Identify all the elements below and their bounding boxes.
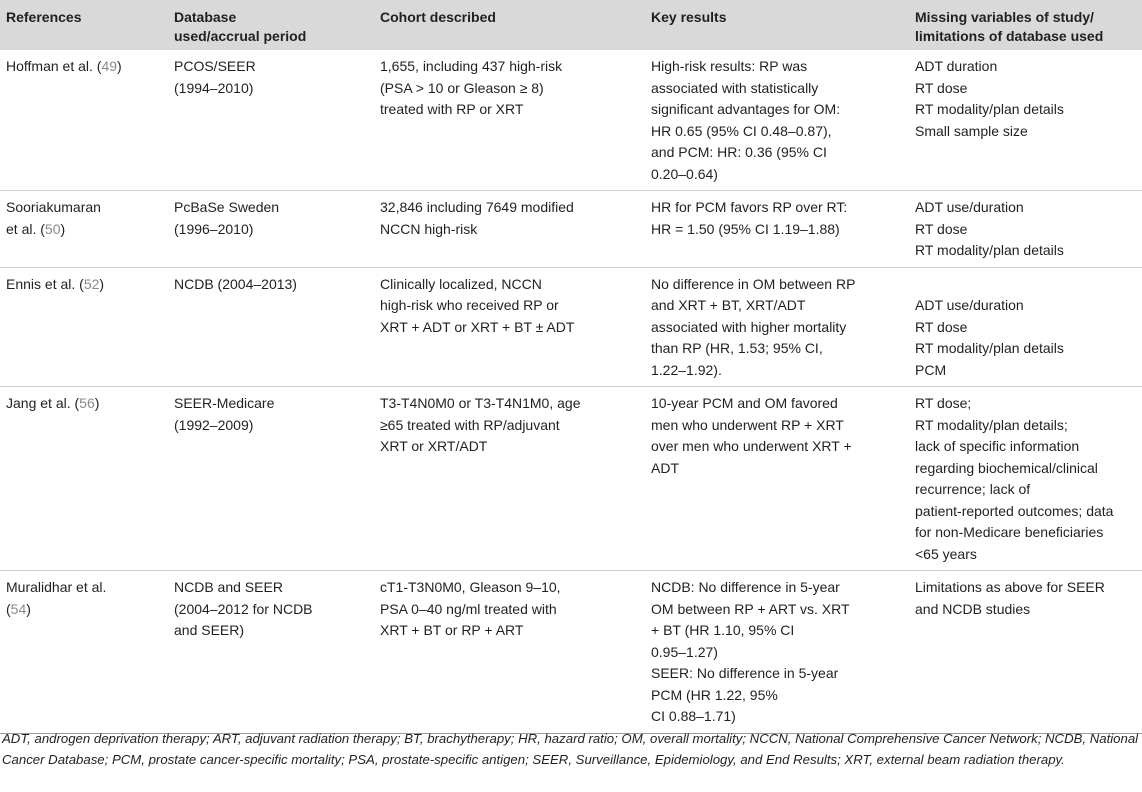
reference-cell <box>0 267 168 387</box>
cell-line: 32,846 including 7649 modified <box>380 199 574 215</box>
cell-line: and PCM: HR: 0.36 (95% CI <box>651 144 827 160</box>
cell-line: significant advantages for OM: <box>651 101 841 117</box>
cell-line: 10-year PCM and OM favored <box>651 395 838 411</box>
cell-line: RT dose <box>915 220 968 237</box>
reference-cell <box>0 191 168 268</box>
cell-line: References <box>6 9 82 25</box>
reference-cell <box>0 571 168 734</box>
cell-line: men who underwent RP + XRT <box>651 416 844 433</box>
cell-line: RT dose <box>915 79 968 96</box>
cell-line: T3-T4N0M0 or T3-T4N1M0, age <box>380 395 581 411</box>
reference-close-paren: ) <box>117 58 122 74</box>
cell-line: (1994–2010) <box>174 79 254 96</box>
cell-line: 0.95–1.27) <box>651 643 718 660</box>
database-cell <box>168 50 374 191</box>
cell-line: (2004–2012 for NCDB <box>174 600 313 617</box>
reference-link[interactable]: 54 <box>10 600 27 617</box>
cell-line: RT modality/plan details; <box>915 416 1068 433</box>
cell-line <box>6 599 162 621</box>
cell-line <box>6 393 162 415</box>
cell-line: recurrence; lack of <box>915 481 1031 497</box>
reference-close-paren: ) <box>94 395 100 411</box>
cell-line <box>6 219 162 241</box>
cohort-cell <box>374 191 645 268</box>
cell-line <box>6 56 162 78</box>
cell-line: ADT use/duration <box>915 199 1024 215</box>
cell-line: PcBaSe Sweden <box>174 199 280 215</box>
cell-line: XRT or XRT/ADT <box>380 438 488 454</box>
cell-line <box>6 274 162 296</box>
key-results-cell <box>645 571 909 734</box>
table-row <box>0 571 1142 734</box>
cell-line: limitations of database used <box>915 28 1104 44</box>
cohort-cell <box>374 267 645 387</box>
cell-line: RT dose <box>915 318 968 335</box>
cell-line: RT modality/plan details <box>915 242 1064 258</box>
cell-line: for non-Medicare beneficiaries <box>915 524 1104 540</box>
cell-line: associated with higher mortality <box>651 318 847 335</box>
cell-line: Database <box>174 9 237 25</box>
database-cell <box>168 191 374 268</box>
table-row <box>0 191 1142 268</box>
cell-line: (1996–2010) <box>174 220 254 237</box>
cell-line: 1.22–1.92). <box>651 361 722 378</box>
reference-close-paren: ) <box>26 600 31 617</box>
cell-line: ADT <box>651 459 679 476</box>
header-database <box>168 0 374 50</box>
cell-line: Muralidhar et al. <box>6 579 107 595</box>
cell-line: and SEER) <box>174 622 245 638</box>
cell-line: ADT use/duration <box>915 297 1024 313</box>
header-references <box>0 0 168 50</box>
cohort-cell <box>374 50 645 191</box>
cell-line: XRT + BT or RP + ART <box>380 622 524 638</box>
cohort-cell <box>374 571 645 734</box>
cell-line: cT1-T3N0M0, Gleason 9–10, <box>380 579 561 595</box>
header-cohort <box>374 0 645 50</box>
table-row <box>0 50 1142 191</box>
header-missing-variables <box>909 0 1142 50</box>
cell-line: XRT + ADT or XRT + BT ± ADT <box>380 318 575 335</box>
reference-link[interactable]: 50 <box>44 220 61 237</box>
cell-line: RT dose; <box>915 395 972 411</box>
reference-author: Hoffman et al. ( <box>6 58 102 74</box>
cell-line: 1,655, including 437 high-risk <box>380 58 563 74</box>
key-results-cell <box>645 267 909 387</box>
cell-line: CI 0.88–1.71) <box>651 708 736 724</box>
cell-line: <65 years <box>915 545 977 562</box>
reference-close-paren: ) <box>99 275 105 292</box>
cell-line: HR for PCM favors RP over RT: <box>651 199 848 215</box>
cell-line: NCDB (2004–2013) <box>174 275 297 292</box>
cell-line: Clinically localized, NCCN <box>380 275 542 292</box>
table-body <box>0 50 1142 733</box>
reference-link[interactable]: 52 <box>83 275 100 292</box>
cell-line: ADT duration <box>915 58 998 74</box>
cell-line: HR = 1.50 (95% CI 1.19–1.88) <box>651 220 840 237</box>
cell-line: (1992–2009) <box>174 416 254 433</box>
cell-line: Missing variables of study/ <box>915 9 1094 25</box>
reference-cell <box>0 50 168 191</box>
cell-line: used/accrual period <box>174 28 307 44</box>
table-header <box>0 0 1142 50</box>
cell-line: over men who underwent XRT + <box>651 438 852 454</box>
cell-line: No difference in OM between RP <box>651 275 856 292</box>
table-row <box>0 387 1142 571</box>
key-results-cell <box>645 387 909 571</box>
cell-line: Limitations as above for SEER <box>915 579 1105 595</box>
cell-line: High-risk results: RP was <box>651 58 808 74</box>
database-cell <box>168 267 374 387</box>
missing-variables-cell <box>909 571 1142 734</box>
reference-author: ( <box>6 600 11 617</box>
reference-cell <box>0 387 168 571</box>
cell-line: RT modality/plan details <box>915 101 1064 117</box>
cell-line: 0.20–0.64) <box>651 165 718 182</box>
cell-line: RT modality/plan details <box>915 340 1064 356</box>
cell-line: OM between RP + ART vs. XRT <box>651 600 850 617</box>
reference-author: Jang et al. ( <box>6 395 80 411</box>
cell-line: than RP (HR, 1.53; 95% CI, <box>651 340 823 356</box>
cell-line: NCDB and SEER <box>174 579 283 595</box>
key-results-cell <box>645 191 909 268</box>
cell-line: PCM <box>915 361 947 378</box>
cell-line: associated with statistically <box>651 79 819 96</box>
cell-line: Cohort described <box>380 9 496 25</box>
cell-line: SEER-Medicare <box>174 395 275 411</box>
missing-variables-cell <box>909 267 1142 387</box>
missing-variables-cell <box>909 191 1142 268</box>
cell-line: + BT (HR 1.10, 95% CI <box>651 622 795 638</box>
cell-line: high-risk who received RP or <box>380 297 559 313</box>
cell-line: ≥65 treated with RP/adjuvant <box>380 416 560 433</box>
table-footnote: ADT, androgen deprivation therapy; ART, adjuvant radiation therapy; BT, brachytherapy; HR, hazard ratio; OM, overall mortality; NCCN, National Comprehensive Cancer Network; NCDB, National Cancer Database; PCM, prostate cancer-specific mortality; PSA, prostate-specific antigen; SEER, Surveillance, Epidemiology, and End Results; XRT, external beam radiation therapy. <box>2 731 1139 767</box>
reference-link[interactable]: 56 <box>79 395 95 411</box>
reference-close-paren: ) <box>60 220 66 237</box>
cohort-cell <box>374 387 645 571</box>
header-row <box>0 0 1142 50</box>
cell-line: (PSA > 10 or Gleason ≥ 8) <box>380 79 544 96</box>
cell-line: NCCN high-risk <box>380 220 478 237</box>
cell-line: PSA 0–40 ng/ml treated with <box>380 600 557 617</box>
cell-line: patient-reported outcomes; data <box>915 502 1114 519</box>
header-key-results <box>645 0 909 50</box>
cell-line: regarding biochemical/clinical <box>915 459 1098 476</box>
cell-line: NCDB: No difference in 5-year <box>651 579 840 595</box>
missing-variables-cell <box>909 387 1142 571</box>
cell-line: lack of specific information <box>915 438 1080 454</box>
cell-line: PCOS/SEER <box>174 58 256 74</box>
cell-line: HR 0.65 (95% CI 0.48–0.87), <box>651 122 832 139</box>
key-results-cell <box>645 50 909 191</box>
database-cell <box>168 387 374 571</box>
reference-link[interactable]: 49 <box>101 58 118 74</box>
cell-line: Key results <box>651 9 727 25</box>
cell-line: treated with RP or XRT <box>380 101 524 117</box>
cell-line: Small sample size <box>915 122 1028 139</box>
database-cell <box>168 571 374 734</box>
reference-author: Ennis et al. ( <box>6 275 84 292</box>
missing-variables-cell <box>909 50 1142 191</box>
cell-line: and XRT + BT, XRT/ADT <box>651 297 806 313</box>
cell-line: PCM (HR 1.22, 95% <box>651 686 778 703</box>
table-row <box>0 267 1142 387</box>
cell-line: SEER: No difference in 5-year <box>651 665 839 681</box>
cell-line: Sooriakumaran <box>6 199 101 215</box>
reference-author: et al. ( <box>6 220 45 237</box>
cell-line: and NCDB studies <box>915 600 1031 617</box>
